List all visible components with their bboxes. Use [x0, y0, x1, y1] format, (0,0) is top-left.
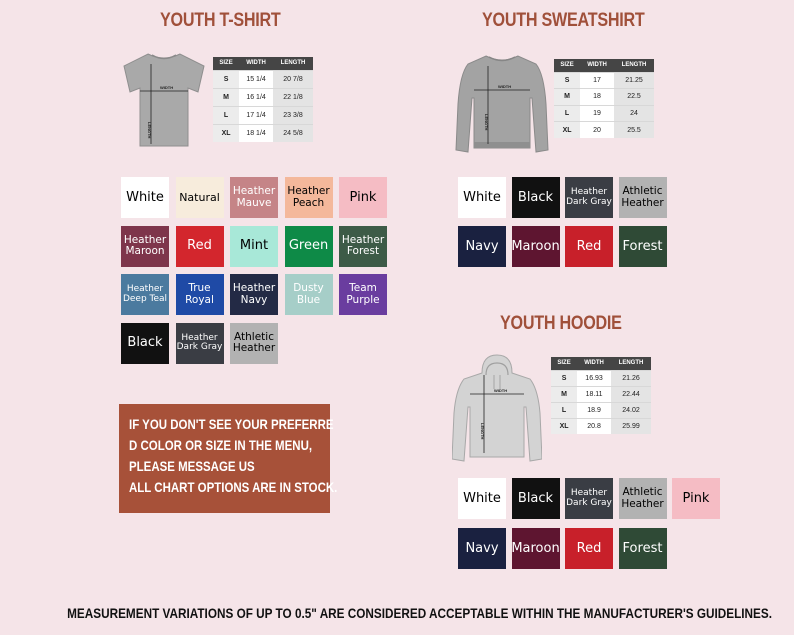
size-header: SIZE	[213, 57, 239, 70]
size-header: SIZE	[554, 59, 580, 72]
size-cell-width: 18	[580, 89, 614, 106]
footer-note	[0, 605, 794, 621]
color-swatch-green	[285, 226, 333, 267]
size-cell-size: L	[554, 105, 580, 122]
size-cell-length: 20 7/8	[273, 70, 313, 88]
tshirt-title: YOUTH T-SHIRT	[160, 10, 281, 31]
color-swatch-label: Black	[517, 189, 554, 205]
color-swatch-athletic-heather	[230, 323, 278, 364]
color-swatch-heather-dark-gray	[176, 323, 224, 364]
color-swatch-label: Forest	[622, 238, 663, 254]
size-cell-width: 18.11	[577, 386, 611, 402]
tshirt-size-table	[213, 57, 313, 142]
size-cell-width: 15 1/4	[239, 70, 273, 88]
color-swatch-white	[458, 177, 506, 218]
size-cell-length: 25.99	[611, 418, 651, 434]
color-swatch-label: White	[463, 490, 501, 506]
color-swatch-white	[458, 478, 506, 519]
size-cell-length: 22.44	[611, 386, 651, 402]
color-swatch-label: Pink	[682, 490, 710, 506]
color-swatch-label: Dusty Blue	[293, 282, 324, 306]
sweatshirt-width-label: WIDTH	[498, 84, 512, 89]
color-swatch-navy	[458, 528, 506, 569]
color-swatch-label: Athletic Heather	[621, 185, 664, 209]
size-cell-width: 19	[580, 105, 614, 122]
color-swatch-label: Black	[127, 335, 163, 351]
color-swatch-label: Maroon	[511, 540, 560, 556]
color-swatch-label: Red	[187, 238, 212, 254]
color-swatch-black	[121, 323, 169, 364]
size-cell-length: 21.26	[611, 370, 651, 386]
message-line: ALL CHART OPTIONS ARE IN STOCK.	[129, 479, 338, 495]
color-swatch-athletic-heather	[619, 478, 667, 519]
width-header: WIDTH	[580, 59, 614, 72]
size-cell-width: 18.9	[577, 402, 611, 418]
size-row	[213, 70, 313, 88]
size-cell-size: XL	[554, 122, 580, 139]
width-header: WIDTH	[577, 357, 611, 370]
color-swatch-label: Red	[576, 238, 602, 254]
color-swatch-pink	[672, 478, 720, 519]
color-swatch-label: Athletic Heather	[232, 330, 276, 354]
length-header: LENGTH	[614, 59, 654, 72]
hoodie-size-table	[551, 357, 651, 434]
color-swatch-label: Red	[576, 540, 602, 556]
color-swatch-label: Navy	[465, 540, 499, 556]
sweatshirt-diagram	[454, 52, 550, 158]
color-swatch-label: Heather Deep Teal	[122, 284, 168, 304]
size-cell-size: M	[554, 89, 580, 106]
color-swatch-label: True Royal	[185, 282, 214, 306]
color-swatch-red	[176, 226, 224, 267]
color-swatch-heather-maroon	[121, 226, 169, 267]
size-cell-width: 20	[580, 122, 614, 139]
size-cell-length: 22.5	[614, 89, 654, 106]
color-swatch-navy	[458, 226, 506, 267]
color-swatch-athletic-heather	[619, 177, 667, 218]
color-swatch-heather-navy	[230, 274, 278, 315]
size-cell-size: S	[551, 370, 577, 386]
size-cell-size: M	[551, 386, 577, 402]
color-swatch-team-purple	[339, 274, 387, 315]
color-swatch-dusty-blue	[285, 274, 333, 315]
sweatshirt-length-label: LENGTH	[484, 114, 489, 131]
color-swatch-label: Navy	[465, 238, 499, 254]
size-cell-length: 25.5	[614, 122, 654, 139]
color-swatch-heather-mauve	[230, 177, 278, 218]
size-row	[551, 386, 651, 402]
color-swatch-pink	[339, 177, 387, 218]
size-cell-width: 18 1/4	[239, 124, 273, 142]
color-swatch-red	[565, 528, 613, 569]
size-cell-width: 17	[580, 72, 614, 89]
size-row	[554, 122, 654, 139]
color-swatch-label: Heather Forest	[341, 233, 385, 257]
length-header: LENGTH	[611, 357, 651, 370]
color-swatch-label: White	[126, 189, 164, 205]
size-cell-width: 20.8	[577, 418, 611, 434]
width-header: WIDTH	[239, 57, 273, 70]
hoodie-diagram	[452, 353, 542, 467]
color-swatch-heather-peach	[285, 177, 333, 218]
color-swatch-label: Heather Dark Gray	[566, 187, 612, 207]
hoodie-width-label: WIDTH	[494, 388, 508, 393]
size-header: SIZE	[551, 357, 577, 370]
color-swatch-black	[512, 478, 560, 519]
hoodie-title: YOUTH HOODIE	[500, 313, 622, 334]
color-swatch-black	[512, 177, 560, 218]
size-cell-width: 16.93	[577, 370, 611, 386]
color-swatch-maroon	[512, 528, 560, 569]
size-row	[554, 89, 654, 106]
size-row	[551, 418, 651, 434]
sweatshirt-size-table	[554, 59, 654, 138]
color-swatch-label: Mint	[239, 238, 269, 254]
color-swatch-natural	[176, 177, 224, 218]
size-cell-length: 21.25	[614, 72, 654, 89]
size-cell-length: 22 1/8	[273, 88, 313, 106]
size-cell-size: S	[554, 72, 580, 89]
size-cell-size: XL	[551, 418, 577, 434]
size-row	[554, 72, 654, 89]
color-swatch-heather-dark-gray	[565, 478, 613, 519]
color-swatch-mint	[230, 226, 278, 267]
size-row	[213, 124, 313, 142]
size-row	[551, 402, 651, 418]
hoodie-length-label: LENGTH	[480, 423, 485, 440]
color-swatch-label: Black	[517, 490, 554, 506]
size-row	[554, 105, 654, 122]
color-swatch-label: Heather Maroon	[123, 233, 167, 257]
color-swatch-heather-forest	[339, 226, 387, 267]
message-line: PLEASE MESSAGE US	[129, 458, 255, 474]
color-swatch-red	[565, 226, 613, 267]
tshirt-length-label: LENGTH	[147, 122, 152, 139]
sweatshirt-title: YOUTH SWEATSHIRT	[482, 10, 645, 31]
color-swatch-label: White	[463, 189, 501, 205]
message-line: D COLOR OR SIZE IN THE MENU,	[129, 437, 313, 453]
size-cell-size: M	[213, 88, 239, 106]
color-swatch-label: Heather Peach	[287, 185, 330, 209]
length-header: LENGTH	[273, 57, 313, 70]
color-swatch-label: Athletic Heather	[621, 486, 664, 510]
color-swatch-heather-dark-gray	[565, 177, 613, 218]
size-cell-size: XL	[213, 124, 239, 142]
size-cell-length: 24 5/8	[273, 124, 313, 142]
color-swatch-label: Green	[288, 238, 329, 254]
size-cell-width: 17 1/4	[239, 106, 273, 124]
color-swatch-forest	[619, 226, 667, 267]
color-swatch-label: Team Purple	[346, 282, 380, 306]
color-swatch-label: Maroon	[511, 238, 560, 254]
size-cell-size: L	[213, 106, 239, 124]
size-cell-length: 23 3/8	[273, 106, 313, 124]
tshirt-width-label: WIDTH	[160, 85, 174, 90]
footer-text: MEASUREMENT VARIATIONS OF UP TO 0.5" ARE CONSIDERED ACCEPTABLE WITHIN THE MANUFACTURER'S GUIDELINES.	[67, 605, 772, 621]
tshirt-diagram	[120, 50, 208, 150]
size-cell-size: L	[551, 402, 577, 418]
size-row	[213, 106, 313, 124]
color-swatch-label: Natural	[179, 190, 220, 204]
color-swatch-label: Heather Dark Gray	[566, 488, 612, 508]
size-row	[213, 88, 313, 106]
size-cell-size: S	[213, 70, 239, 88]
color-swatch-label: Heather Navy	[232, 282, 276, 306]
size-row	[551, 370, 651, 386]
color-swatch-heather-deep-teal	[121, 274, 169, 315]
color-swatch-label: Heather Mauve	[232, 185, 276, 209]
color-swatch-label: Forest	[622, 540, 663, 556]
color-swatch-label: Heather Dark Gray	[176, 332, 223, 352]
size-cell-length: 24	[614, 105, 654, 122]
color-swatch-forest	[619, 528, 667, 569]
color-swatch-white	[121, 177, 169, 218]
message-line: IF YOU DON'T SEE YOUR PREFERRE	[129, 416, 334, 432]
size-cell-width: 16 1/4	[239, 88, 273, 106]
color-swatch-label: Pink	[349, 189, 377, 205]
size-cell-length: 24.02	[611, 402, 651, 418]
color-swatch-true-royal	[176, 274, 224, 315]
color-swatch-maroon	[512, 226, 560, 267]
message-box	[119, 404, 338, 513]
